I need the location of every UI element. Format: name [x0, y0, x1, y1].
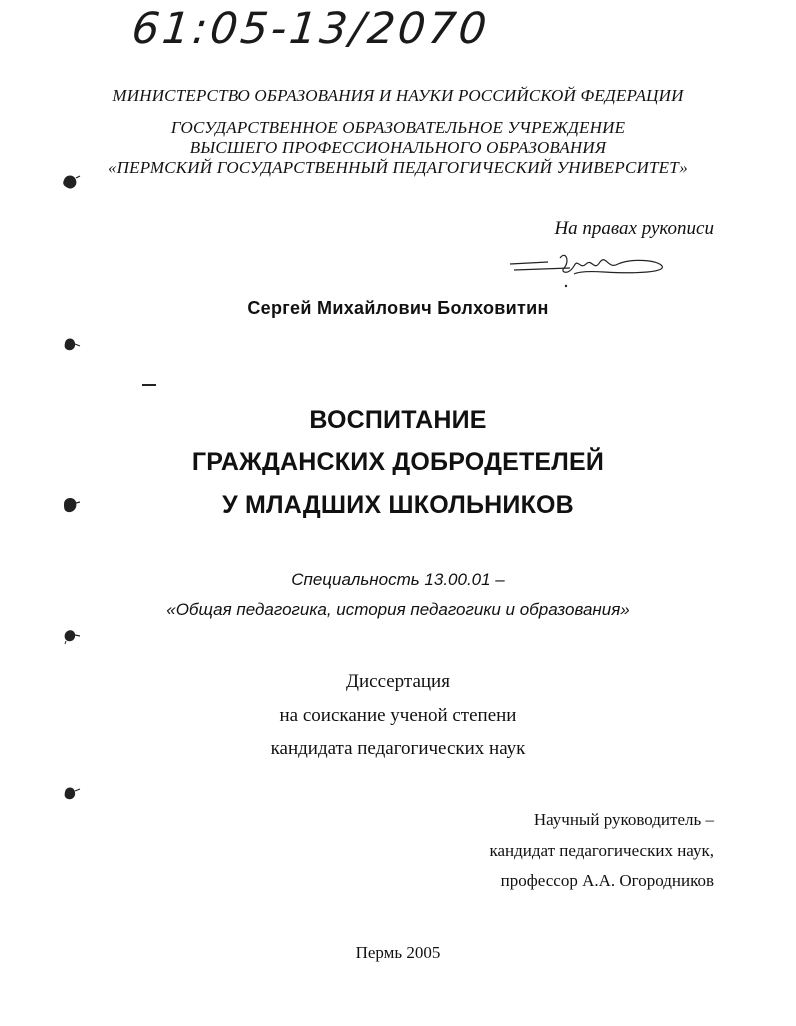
- stray-mark: [142, 384, 156, 386]
- binding-hole-mark: [60, 494, 82, 516]
- dissertation-line-3: кандидата педагогических наук: [270, 738, 526, 759]
- archive-code-handwritten: 61:05-13/2070: [129, 4, 492, 54]
- manuscript-rights-label: На правах рукописи: [554, 218, 714, 239]
- supervisor-line-1: Научный руководитель –: [533, 810, 714, 829]
- binding-hole-mark: [60, 172, 82, 192]
- ministry-line: МИНИСТЕРСТВО ОБРАЗОВАНИЯ И НАУКИ РОССИЙСКОЙ ФЕДЕРАЦИИ: [112, 86, 684, 105]
- dissertation-line-2: на соискание ученой степени: [279, 705, 517, 726]
- binding-hole-mark: [60, 626, 82, 646]
- binding-hole-mark: [60, 334, 82, 354]
- specialty-name: «Общая педагогика, история педагогики и образования»: [166, 600, 630, 619]
- institution-line-1: ГОСУДАРСТВЕННОЕ ОБРАЗОВАТЕЛЬНОЕ УЧРЕЖДЕНИЕ: [170, 118, 626, 137]
- signature-scribble: [508, 250, 668, 290]
- title-line-3: У МЛАДШИХ ШКОЛЬНИКОВ: [222, 491, 574, 519]
- institution-line-3: «ПЕРМСКИЙ ГОСУДАРСТВЕННЫЙ ПЕДАГОГИЧЕСКИЙ УНИВЕРСИТЕТ»: [107, 158, 688, 177]
- city-year: Пермь 2005: [355, 943, 441, 962]
- specialty-code: Специальность 13.00.01 –: [291, 570, 505, 589]
- dissertation-line-1: Диссертация: [346, 671, 450, 692]
- binding-hole-mark: [60, 783, 82, 803]
- institution-line-2: ВЫСШЕГО ПРОФЕССИОНАЛЬНОГО ОБРАЗОВАНИЯ: [189, 138, 607, 157]
- supervisor-line-3: профессор А.А. Огородников: [500, 871, 714, 890]
- title-line-1: ВОСПИТАНИЕ: [309, 406, 487, 434]
- title-line-2: ГРАЖДАНСКИХ ДОБРОДЕТЕЛЕЙ: [191, 448, 605, 476]
- supervisor-line-2: кандидат педагогических наук,: [489, 841, 714, 860]
- author-name: Сергей Михайлович Болховитин: [247, 298, 549, 318]
